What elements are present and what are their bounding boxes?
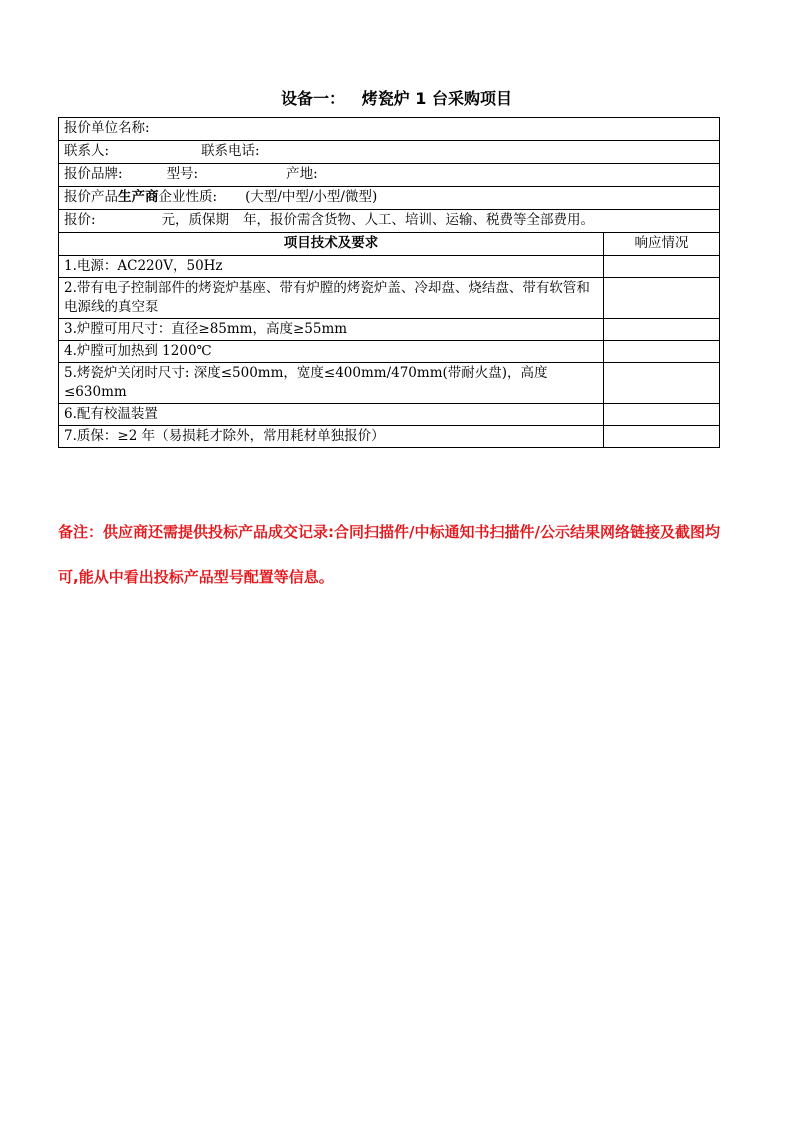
table-row <box>59 404 720 426</box>
requirement-cell: 4.炉膛可加热到 1200℃ <box>59 341 604 363</box>
table-row <box>59 363 720 404</box>
procurement-form <box>58 117 720 448</box>
page-title: 设备一： 烤瓷炉 1 台采购项目 <box>281 89 512 108</box>
requirement-cell: 1.电源：AC220V，50Hz <box>59 256 604 278</box>
nature-suffix: 企业性质: <box>158 189 218 205</box>
model-label: 型号: <box>166 166 199 182</box>
response-cell[interactable] <box>604 426 720 448</box>
price-unit: 元，质保期 <box>161 212 230 228</box>
response-cell[interactable] <box>604 404 720 426</box>
price-tail: 年，报价需含货物、人工、培训、运输、税费等全部费用。 <box>243 212 595 228</box>
table-row <box>59 319 720 341</box>
table-header-row <box>59 233 720 256</box>
response-cell[interactable] <box>604 256 720 278</box>
nature-row <box>59 187 720 210</box>
unit-cell <box>59 118 720 141</box>
price-row <box>59 210 720 233</box>
table-row <box>59 341 720 363</box>
header-response: 响应情况 <box>604 233 720 256</box>
contact-row <box>59 141 720 164</box>
remark-note: 备注：供应商还需提供投标产品成交记录:合同扫描件/中标通知书扫描件/公示结果网络链接及截图均可,能从中看出投标产品型号配置等信息。 <box>58 523 720 586</box>
requirement-cell: 7.质保：≥2 年（易损耗才除外，常用耗材单独报价） <box>59 426 604 448</box>
response-cell[interactable] <box>604 319 720 341</box>
price-label: 报价: <box>64 212 96 228</box>
phone-label: 联系电话: <box>201 143 260 159</box>
unit-row <box>59 118 720 141</box>
nature-options: (大型/中型/小型/微型) <box>245 189 378 205</box>
requirement-cell: 3.炉膛可用尺寸：直径≥85mm，高度≥55mm <box>59 319 604 341</box>
response-cell[interactable] <box>604 363 720 404</box>
price-cell <box>59 210 720 233</box>
requirement-cell: 2.带有电子控制部件的烤瓷炉基座、带有炉膛的烤瓷炉盖、冷却盘、烧结盘、带有软管和电源线的真空泵 <box>59 278 604 319</box>
contact-cell <box>59 141 720 164</box>
brand-label: 报价品牌: <box>64 166 123 182</box>
contact-label: 联系人: <box>64 143 110 159</box>
nature-cell <box>59 187 720 210</box>
table-row <box>59 278 720 319</box>
table-row <box>59 426 720 448</box>
table-row <box>59 256 720 278</box>
brand-row <box>59 164 720 187</box>
unit-label: 报价单位名称: <box>64 120 150 136</box>
response-cell[interactable] <box>604 341 720 363</box>
requirement-cell: 5.烤瓷炉关闭时尺寸: 深度≤500mm，宽度≤400mm/470mm(带耐火盘)，高度≤630mm <box>59 363 604 404</box>
header-requirements: 项目技术及要求 <box>59 233 604 256</box>
nature-bold: 生产商 <box>118 189 159 205</box>
brand-cell <box>59 164 720 187</box>
origin-label: 产地: <box>286 166 318 182</box>
response-cell[interactable] <box>604 278 720 319</box>
requirement-cell: 6.配有校温装置 <box>59 404 604 426</box>
nature-prefix: 报价产品 <box>64 189 118 205</box>
